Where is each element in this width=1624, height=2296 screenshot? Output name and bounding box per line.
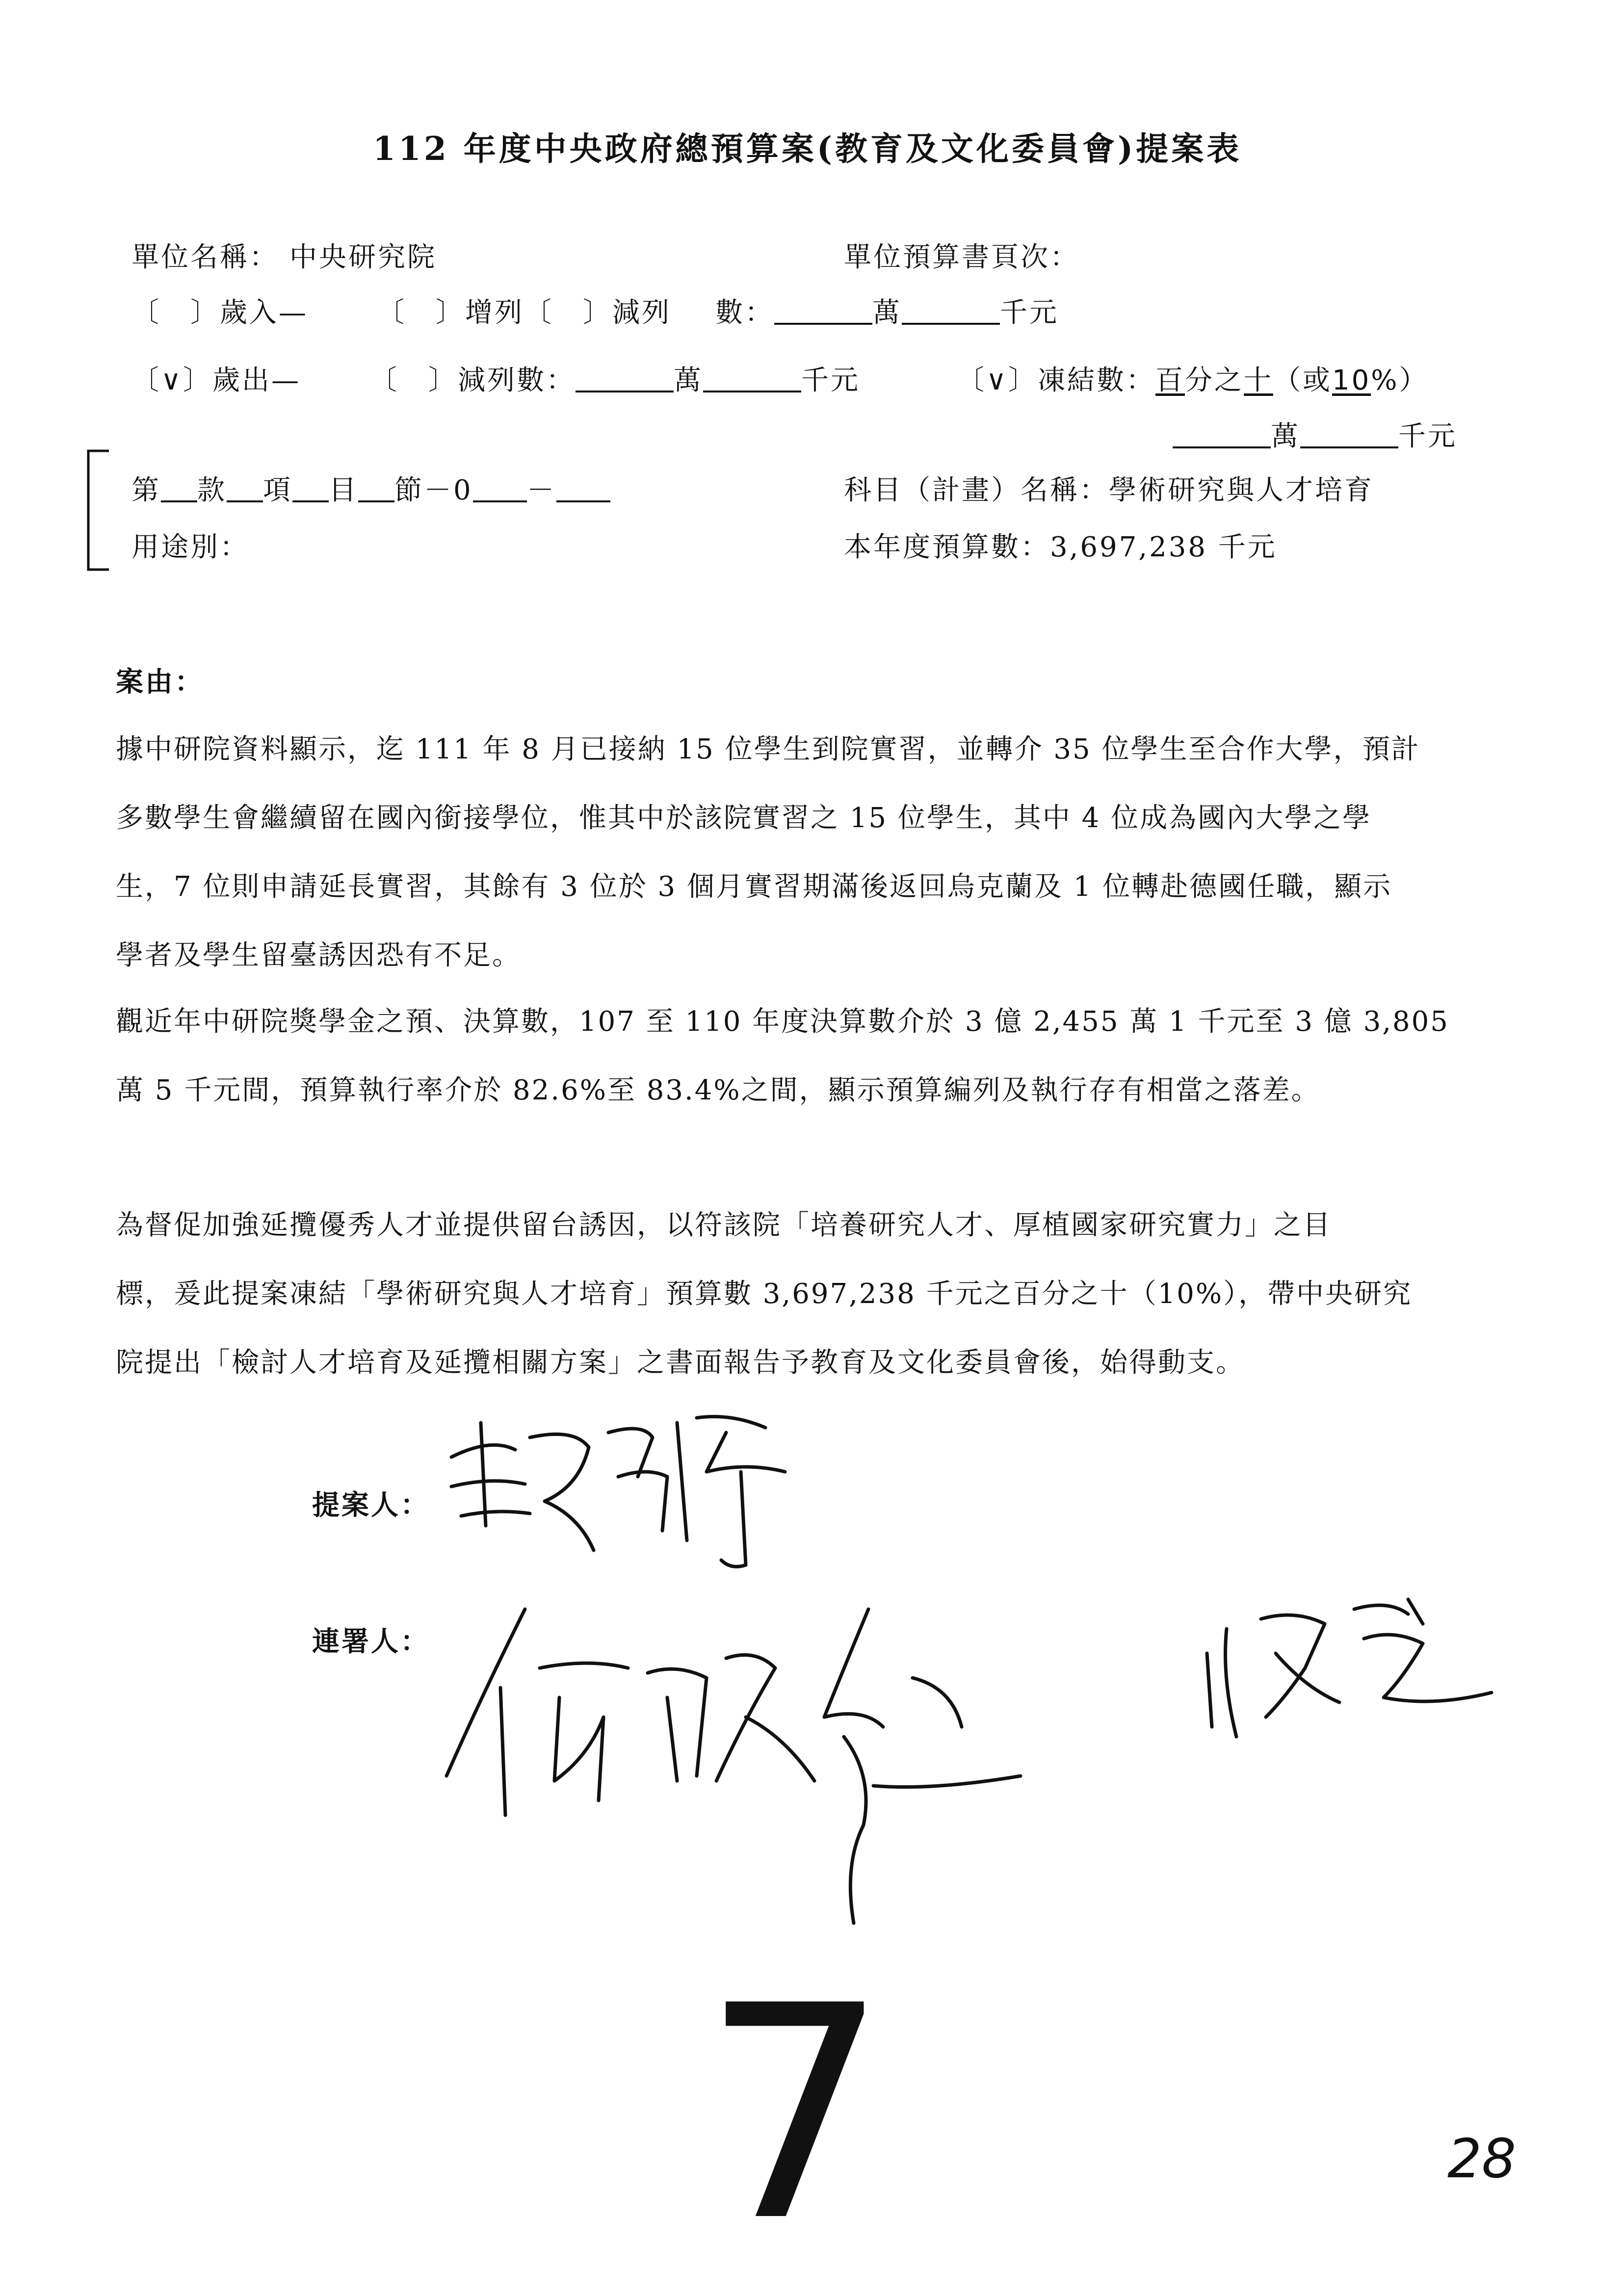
cosigner-label: 連署人：	[312, 1625, 430, 1658]
cosigner-signature-2	[1178, 1580, 1531, 1747]
decrease-qian-blank	[703, 367, 801, 392]
proposer-label: 提案人：	[312, 1489, 430, 1521]
amount-wan-blank	[774, 299, 872, 325]
revenue-bracket: 〔 〕歲入—	[131, 297, 308, 329]
freeze-fraction-text: 分之	[1185, 365, 1244, 396]
unit-name-value: 中央研究院	[289, 241, 437, 273]
qianyuan-unit-3: 千元	[1398, 420, 1457, 452]
paragraph-line: 觀近年中研院獎學金之預、決算數，107 至 110 年度決算數介於 3 億 2,455 萬 1 千元至 3 億 3,805	[116, 1006, 1449, 1038]
freeze-numerator-handwritten: 百	[1155, 365, 1185, 396]
freeze-label: 〔∨〕凍結數：	[957, 365, 1155, 396]
code-jie: 節－0	[394, 474, 473, 506]
code-kuan: 款	[197, 474, 227, 506]
amount-qian-blank	[902, 299, 1000, 325]
decrease-wan-blank	[576, 367, 674, 392]
wan-unit-3: 萬	[1271, 420, 1300, 452]
freeze-qian-blank	[1300, 423, 1398, 448]
code-dash: －	[526, 474, 556, 506]
expenditure-row	[131, 367, 860, 394]
subject-label: 科目（計畫）名稱：	[844, 474, 1109, 506]
page-number: 28	[1447, 2127, 1516, 2190]
proposer-signature	[432, 1403, 814, 1580]
reason-heading: 案由：	[116, 666, 204, 698]
qianyuan-unit: 千元	[1000, 297, 1059, 329]
usage-label: 用途別：	[131, 531, 249, 563]
budget-code-row	[131, 474, 610, 506]
subject-name	[844, 474, 1374, 506]
wan-unit: 萬	[872, 297, 902, 329]
budget-label: 本年度預算數：	[844, 531, 1050, 563]
wan-unit-2: 萬	[674, 365, 703, 396]
budget-amount	[844, 531, 1277, 563]
freeze-paren-open: （或	[1273, 365, 1332, 396]
cosigner-signature-1	[442, 1570, 1153, 1962]
paragraph-line: 生，7 位則申請延長實習，其餘有 3 位於 3 個月實習期滿後返回烏克蘭及 1 位轉赴德國任職，顯示	[116, 871, 1392, 903]
freeze-amount-row	[1173, 420, 1457, 452]
section-bracket	[84, 449, 114, 572]
paragraph-line: 學者及學生留臺誘因恐有不足。	[116, 939, 521, 971]
code-di: 第	[131, 474, 161, 506]
revenue-checkbox-row	[131, 299, 1059, 327]
unit-name-label: 單位名稱：	[131, 241, 279, 273]
decrease-bracket: 〔 〕減列數：	[369, 365, 576, 396]
freeze-paren-close: %）	[1371, 365, 1429, 396]
amount-label: 數：	[715, 297, 774, 329]
page-ref-label: 單位預算書頁次：	[844, 241, 1079, 273]
qianyuan-unit-2: 千元	[801, 365, 860, 396]
paragraph-line: 標，爰此提案凍結「學術研究與人才培育」預算數 3,697,238 千元之百分之十（10%），帶中央研究	[116, 1278, 1413, 1310]
code-mu: 目	[329, 474, 358, 506]
freeze-wan-blank	[1173, 423, 1271, 448]
paragraph-line: 多數學生會繼續留在國內銜接學位，惟其中於該院實習之 15 位學生，其中 4 位成為國內大學之學	[116, 802, 1372, 834]
handwritten-number: 7	[702, 1943, 889, 2286]
form-title: 112 年度中央政府總預算案(教育及文化委員會)提案表	[373, 130, 1242, 168]
freeze-denominator-handwritten: 十	[1244, 365, 1273, 396]
freeze-amount	[957, 367, 1428, 394]
paragraph-line: 為督促加強延攬優秀人才並提供留台誘因，以符該院「培養研究人才、厚植國家研究實力」之目	[116, 1209, 1332, 1241]
paragraph-line: 院提出「檢討人才培育及延攬相關方案」之書面報告予教育及文化委員會後，始得動支。	[116, 1347, 1245, 1379]
freeze-percent-handwritten: 10	[1332, 365, 1371, 396]
subject-value: 學術研究與人才培育	[1109, 474, 1374, 506]
budget-value: 3,697,238 千元	[1050, 531, 1277, 563]
paragraph-line: 萬 5 千元間，預算執行率介於 82.6%至 83.4%之間，顯示預算編列及執行存有相當之落差。	[116, 1074, 1320, 1106]
increase-decrease-brackets: 〔 〕增列〔 〕減列	[377, 297, 671, 329]
code-xiang: 項	[263, 474, 292, 506]
expenditure-bracket: 〔∨〕歲出—	[131, 365, 301, 396]
paragraph-line: 據中研院資料顯示，迄 111 年 8 月已接納 15 位學生到院實習，並轉介 35 位學生至合作大學，預計	[116, 733, 1420, 765]
